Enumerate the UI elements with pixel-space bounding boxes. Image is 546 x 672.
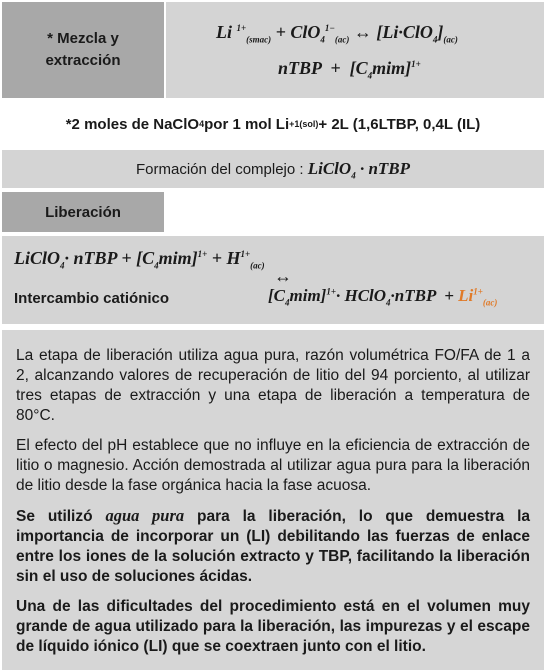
p3-end: para la liberación, lo que demuestra la importancia de incorporar un (LI) debilitando las fuerzas de enlace entre los iones de la solución extracto y TBP, facilitando la liberación sin el uso de soluciones ácidas.	[16, 508, 530, 585]
ionic-liquid-subscript: 4	[367, 70, 373, 81]
complex-formula-a: LiClO	[307, 159, 352, 178]
li-charge: 1+	[236, 23, 247, 33]
paragraph-ph-effect: El efecto del pH establece que no influye en la eficiencia de extracción de litio o magnesio. Acción demostrada al utilizar agua pura para la liberación de litio desde la fase orgánica hacia la fase acuosa.	[16, 437, 530, 494]
p3-start: Se utilizó	[16, 508, 106, 525]
exchange-mim-charge: 1+	[197, 249, 208, 259]
clo-state: (ac)	[334, 34, 350, 45]
complex-state: (ac)	[443, 34, 458, 45]
liberation-label: Liberación	[45, 203, 121, 221]
clo-charge: 1−	[324, 23, 335, 33]
exchange-right-c4-sub: 4	[285, 297, 290, 308]
ionic-liquid-open: [C	[349, 58, 368, 78]
exchange-li-state: (ac)	[482, 297, 498, 308]
complex-formula: [Li·ClO	[376, 22, 433, 42]
moles-suffix: + 2L (1,6LTBP, 0,4L (IL)	[318, 115, 481, 133]
exchange-li-product	[458, 286, 498, 308]
complex-formula-b: · nTBP	[355, 159, 410, 178]
exchange-hclo: · HClO	[335, 286, 387, 305]
cation-exchange-label: Intercambio catiónico	[14, 290, 170, 307]
liberation-label-box	[2, 192, 164, 232]
ionic-liquid-charge: 1+	[411, 59, 421, 69]
exchange-right-c4: [C	[268, 286, 285, 305]
exchange-arrow: ↔	[274, 266, 292, 286]
moles-prefix: *2 moles de NaClO	[65, 115, 200, 133]
exchange-mim: mim]	[158, 248, 198, 268]
ntbp-term: nTBP	[278, 58, 322, 78]
equilibrium-arrow: ↔	[353, 22, 372, 42]
plus-sign: +	[275, 22, 286, 42]
plus-sign-2: +	[330, 58, 341, 78]
p3-emphasis: agua pura	[105, 506, 185, 525]
mixture-equation	[166, 2, 544, 98]
explanation-text-box	[2, 330, 544, 670]
exchange-licio: LiClO	[14, 248, 61, 268]
paragraph-pure-water	[16, 506, 530, 587]
mixture-label-line2: extracción	[45, 52, 121, 69]
mixture-label-line1: * Mezcla y	[47, 30, 119, 47]
exchange-li: Li	[458, 286, 474, 305]
equation-line-1	[216, 22, 458, 43]
complex-formation-text: Formación del complejo :	[135, 160, 308, 178]
mixture-extraction-label	[2, 2, 164, 98]
ionic-liquid-rest: mim]	[372, 58, 412, 78]
clo-symbol: ClO	[290, 22, 321, 42]
cation-exchange-equation	[2, 236, 544, 324]
exchange-licio-sub: 4	[60, 260, 65, 271]
exchange-right-mim: mim]	[289, 286, 327, 305]
exchange-left-side	[14, 248, 265, 269]
exchange-hclo-sub: 4	[386, 297, 391, 308]
paragraph-difficulties: Una de las dificultades del procedimiento está en el volumen muy grande de agua utilizado para la liberación, las impurezas y el escape de líquido iónico (LI) que se coextraen junto con el litio.	[16, 598, 530, 655]
exchange-right-charge: 1+	[326, 286, 336, 297]
exchange-ntbp: · nTBP + [C	[64, 248, 155, 268]
complex-formula-subscript: 4	[351, 170, 356, 181]
exchange-h-charge: 1+	[240, 249, 251, 259]
exchange-h: + H	[207, 248, 241, 268]
paragraph-liberation-stage: La etapa de liberación utiliza agua pura, razón volumétrica FO/FA de 1 a 2, alcanzando valores de recuperación de litio del 94 porciento, al utilizar tres etapas de extracción y una etapa de liberación a temperatura de 80°C.	[16, 347, 530, 424]
exchange-h-state: (ac)	[250, 260, 265, 271]
moles-mid: por 1 mol Li	[204, 115, 290, 133]
exchange-c4-sub: 4	[154, 260, 159, 271]
exchange-li-charge: 1+	[473, 286, 483, 297]
li-state: (smac)	[246, 34, 272, 45]
clo-subscript: 4	[320, 34, 325, 45]
complex-bracket: ]	[437, 22, 444, 42]
exchange-right-side	[268, 286, 497, 306]
complex-formation-bar	[2, 150, 544, 188]
moles-ratio-line: *2 moles de NaClO 4 por 1 mol Li +1 (sol) + 2L (1,6LTBP, 0,4L (IL)	[65, 115, 481, 133]
exchange-right-ntbp: ·nTBP +	[390, 286, 459, 305]
li-symbol: Li	[216, 22, 232, 42]
equation-line-2	[278, 58, 421, 79]
complex-subscript: 4	[432, 34, 438, 45]
